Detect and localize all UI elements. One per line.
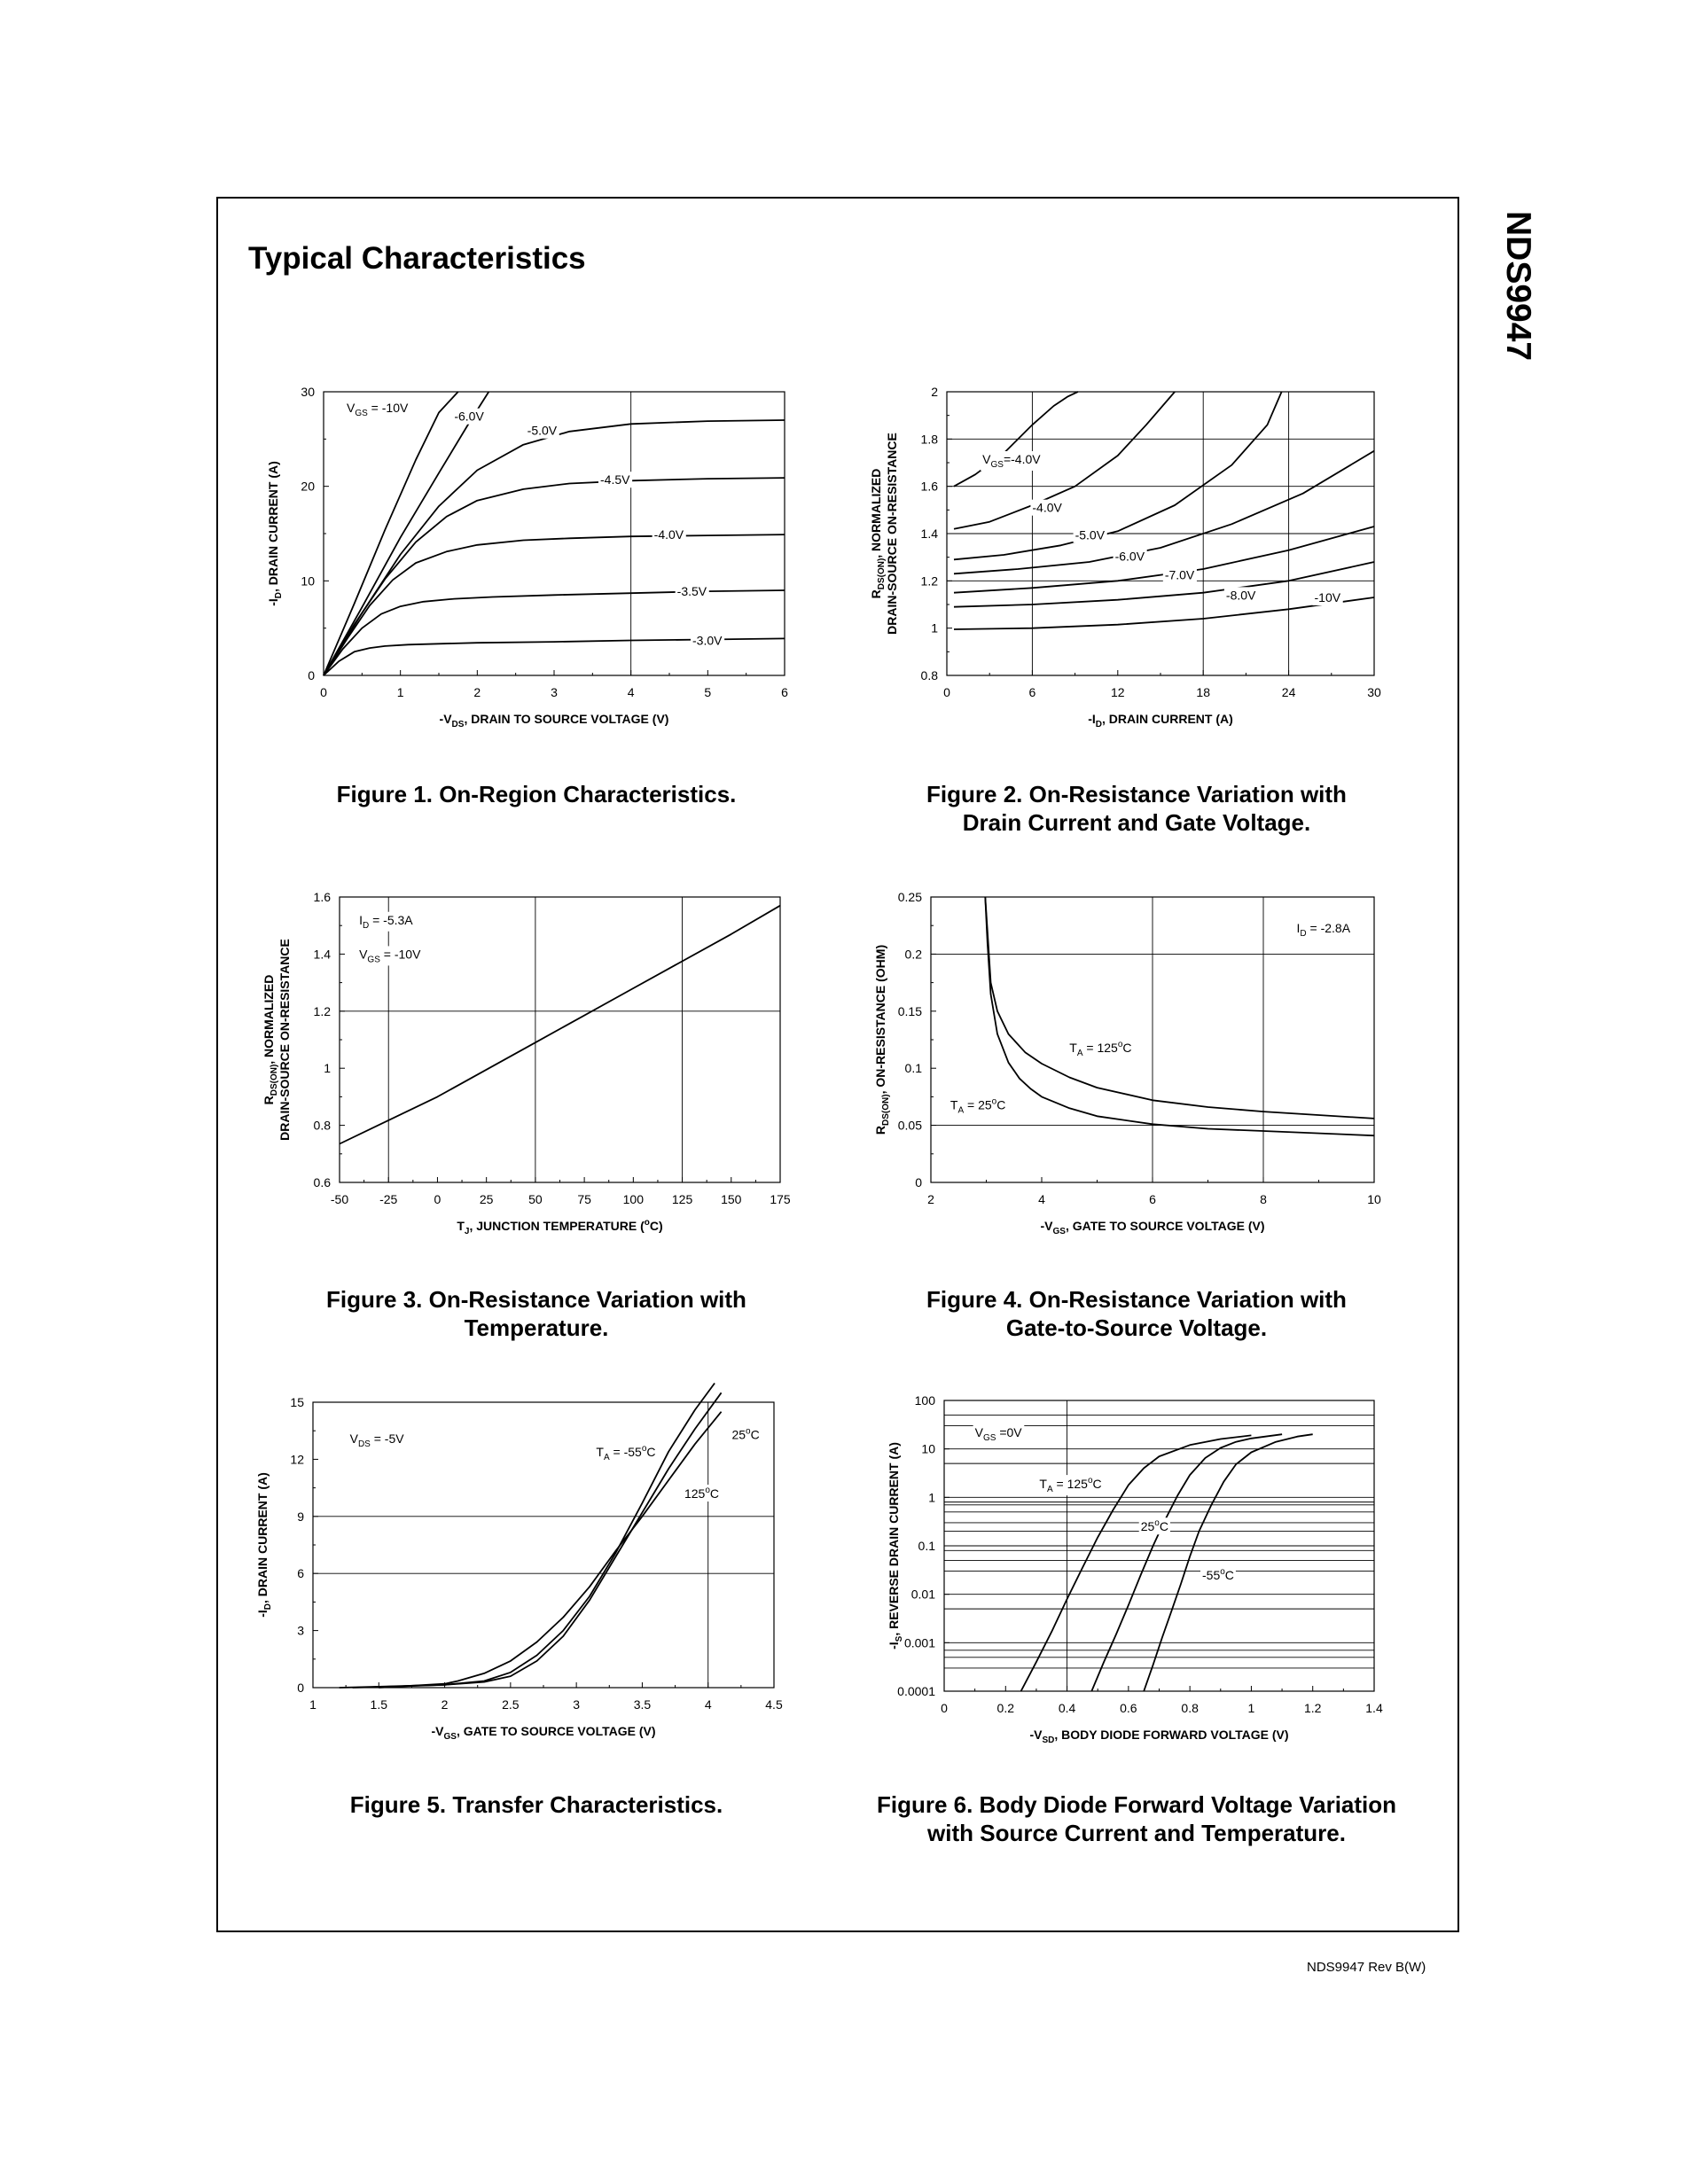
x-tick-label: 5 <box>704 685 712 699</box>
caption-line: Temperature. <box>464 1314 609 1341</box>
series-label: -10V <box>1314 590 1341 604</box>
x-axis-label: $T_J$, JUNCTION TEMPERATURE ($^o$C) <box>457 1218 663 1236</box>
y-axis-label: $R_{DS(ON)}$, NORMALIZED <box>262 974 279 1105</box>
series-label: -4.0V <box>653 527 684 542</box>
series-label: -4.5V <box>600 472 630 488</box>
x-tick-label: 6 <box>781 685 788 699</box>
series-line <box>353 1392 722 1688</box>
x-tick-label: 0 <box>943 685 950 699</box>
figure-4-caption <box>862 1285 1411 1342</box>
y-tick-label: 100 <box>914 1393 935 1408</box>
y-tick-label: 0.6 <box>313 1175 331 1190</box>
plot-frame <box>340 897 780 1182</box>
caption-line: Figure 2. On-Resistance Variation with <box>926 781 1347 807</box>
x-tick-label: 2 <box>473 685 481 699</box>
series-label: 25$^o$C <box>1140 1518 1168 1534</box>
series-label: $T_A = 125^oC$ <box>1069 1040 1132 1059</box>
y-axis-label: $R_{DS(ON)}$, ON-RESISTANCE (OHM) <box>873 944 891 1135</box>
y-tick-label: 0.1 <box>918 1539 935 1553</box>
x-tick-label: 6 <box>1028 685 1036 699</box>
y-tick-label: 1.2 <box>313 1003 331 1018</box>
y-tick-label: 0.01 <box>910 1587 935 1602</box>
y-axis-label: DRAIN-SOURCE ON-RESISTANCE <box>885 433 899 635</box>
y-tick-label: 0.1 <box>904 1061 922 1076</box>
y-axis-label: $-I_D$, DRAIN CURRENT (A) <box>255 1472 273 1618</box>
caption-line: Figure 4. On-Resistance Variation with <box>926 1286 1347 1313</box>
y-tick-label: 12 <box>290 1452 304 1467</box>
x-tick-label: 25 <box>479 1192 494 1206</box>
figure-3-chart <box>248 878 789 1250</box>
caption-line: Figure 1. On-Region Characteristics. <box>336 781 737 807</box>
y-axis-label: $-I_D$, DRAIN CURRENT (A) <box>266 461 284 606</box>
caption-line: Figure 6. Body Diode Forward Voltage Variation <box>876 1791 1397 1818</box>
x-tick-label: 12 <box>1111 685 1125 699</box>
y-tick-label: 2 <box>931 385 938 399</box>
series-label: $V_{GS} =0V$ <box>974 1424 1022 1443</box>
x-tick-label: 175 <box>770 1192 791 1206</box>
y-tick-label: 0 <box>297 1681 304 1695</box>
x-tick-label: 0.4 <box>1058 1701 1076 1715</box>
x-tick-label: 0 <box>941 1701 948 1715</box>
x-tick-label: 4 <box>704 1697 712 1712</box>
x-tick-label: 3 <box>551 685 558 699</box>
x-tick-label: 6 <box>1149 1192 1156 1206</box>
x-tick-label: 1 <box>396 685 404 699</box>
x-tick-label: 2.5 <box>502 1697 520 1712</box>
x-axis-label: $-V_{GS}$, GATE TO SOURCE VOLTAGE (V) <box>1040 1219 1265 1236</box>
y-tick-label: 1 <box>931 620 938 636</box>
series-label: $V_{DS} = -5V$ <box>349 1431 404 1449</box>
x-tick-label: 1 <box>1247 1701 1255 1715</box>
figure-5-caption <box>262 1790 811 1819</box>
y-tick-label: 0.8 <box>313 1118 331 1133</box>
series-line <box>1144 1434 1313 1691</box>
series-label: 125$^o$C <box>684 1486 720 1502</box>
series-label: -55$^o$C <box>1202 1566 1234 1582</box>
series-line <box>340 906 780 1144</box>
series-label: $I_D = -5.3A$ <box>359 912 413 931</box>
x-tick-label: 24 <box>1281 685 1296 699</box>
y-axis-label: $-I_S$, REVERSE DRAIN CURRENT (A) <box>887 1442 904 1650</box>
y-tick-label: 0 <box>308 668 315 682</box>
series-line <box>1091 1434 1282 1691</box>
y-tick-label: 15 <box>290 1395 304 1409</box>
x-tick-label: 3 <box>573 1697 581 1712</box>
figure-2-caption <box>862 780 1411 837</box>
part-number: NDS9947 <box>1499 211 1537 362</box>
series-label: $T_A = -55^oC$ <box>596 1443 656 1462</box>
y-tick-label: 1.8 <box>920 432 938 447</box>
y-tick-label: 20 <box>301 479 315 494</box>
x-axis-label: $-V_{DS}$, DRAIN TO SOURCE VOLTAGE (V) <box>439 712 669 729</box>
x-tick-label: 1 <box>309 1697 316 1712</box>
x-axis-label: $-I_D$, DRAIN CURRENT (A) <box>1088 712 1233 729</box>
y-tick-label: 1 <box>324 1061 331 1076</box>
series-line <box>324 534 785 675</box>
y-tick-label: 9 <box>297 1509 304 1524</box>
y-tick-label: 0.15 <box>897 1003 922 1018</box>
footer-revision: NDS9947 Rev B(W) <box>1307 1960 1426 1975</box>
x-axis-label: $-V_{SD}$, BODY DIODE FORWARD VOLTAGE (V) <box>1029 1728 1289 1745</box>
series-line <box>340 1384 715 1689</box>
y-tick-label: 1 <box>928 1490 935 1505</box>
y-axis-label: $R_{DS(ON)}$, NORMALIZED <box>869 468 887 599</box>
series-line <box>324 392 458 675</box>
x-tick-label: 2 <box>441 1697 449 1712</box>
y-tick-label: 1.6 <box>920 479 938 494</box>
y-tick-label: 0 <box>915 1175 922 1190</box>
x-tick-label: 75 <box>577 1192 591 1206</box>
x-tick-label: 0.6 <box>1120 1701 1137 1715</box>
series-label: -8.0V <box>1225 588 1256 603</box>
y-tick-label: 10 <box>301 573 315 589</box>
series-label: $I_D = -2.8A$ <box>1296 920 1351 939</box>
figure-1-chart <box>248 372 789 745</box>
series-label: $V_{GS}=-4.0V$ <box>982 452 1041 470</box>
y-tick-label: 0.05 <box>897 1118 922 1133</box>
series-label: -5.0V <box>527 423 558 438</box>
series-label: -7.0V <box>1164 567 1195 582</box>
caption-line: Figure 3. On-Resistance Variation with <box>326 1286 746 1313</box>
y-tick-label: 0.25 <box>897 890 922 904</box>
y-tick-label: 1.4 <box>313 947 331 962</box>
series-label: -6.0V <box>1114 549 1145 564</box>
caption-line: with Source Current and Temperature. <box>927 1820 1346 1846</box>
series-line <box>1021 1435 1252 1691</box>
figure-6-caption <box>844 1790 1429 1847</box>
series-label: $V_{GS} = -10V$ <box>359 947 421 965</box>
series-label: -3.0V <box>692 633 723 648</box>
y-tick-label: 10 <box>921 1441 935 1456</box>
x-tick-label: 4.5 <box>765 1697 783 1712</box>
x-tick-label: 0 <box>320 685 327 699</box>
y-tick-label: 1.4 <box>920 526 938 541</box>
x-tick-label: -50 <box>330 1192 349 1206</box>
y-tick-label: 6 <box>297 1566 304 1581</box>
y-tick-label: 0.001 <box>903 1635 935 1650</box>
x-tick-label: 30 <box>1367 685 1381 699</box>
figure-1-caption <box>262 780 811 808</box>
figure-2-chart <box>842 372 1383 745</box>
x-tick-label: 4 <box>1038 1192 1045 1206</box>
series-label: -3.5V <box>676 584 707 599</box>
caption-line: Figure 5. Transfer Characteristics. <box>349 1791 723 1818</box>
x-axis-label: $-V_{GS}$, GATE TO SOURCE VOLTAGE (V) <box>431 1724 656 1742</box>
x-tick-label: 50 <box>528 1192 543 1206</box>
series-line <box>379 1412 721 1688</box>
y-tick-label: 3 <box>297 1623 304 1638</box>
x-tick-label: 0.8 <box>1181 1701 1199 1715</box>
series-label: -6.0V <box>454 409 484 424</box>
x-tick-label: 18 <box>1196 685 1210 699</box>
series-label: $V_{GS} = -10V$ <box>347 401 409 419</box>
x-tick-label: 1.4 <box>1365 1701 1383 1715</box>
x-tick-label: 1.5 <box>370 1697 388 1712</box>
figure-6-chart <box>842 1383 1383 1755</box>
figure-3-caption <box>262 1285 811 1342</box>
x-tick-label: 8 <box>1260 1192 1267 1206</box>
series-label: -5.0V <box>1075 527 1106 542</box>
series-label: -4.0V <box>1032 500 1062 515</box>
x-tick-label: 2 <box>927 1192 934 1206</box>
x-tick-label: 10 <box>1367 1192 1381 1206</box>
y-tick-label: 30 <box>301 385 315 399</box>
series-line <box>954 597 1374 629</box>
y-tick-label: 0.8 <box>920 668 938 682</box>
y-tick-label: 0.0001 <box>897 1684 935 1698</box>
page-title: Typical Characteristics <box>248 241 586 276</box>
figure-4-chart <box>842 878 1383 1250</box>
series-label: 25$^o$C <box>731 1426 760 1442</box>
y-axis-label: DRAIN-SOURCE ON-RESISTANCE <box>277 939 292 1141</box>
series-label: $T_A = 125^oC$ <box>1039 1476 1102 1495</box>
x-tick-label: -25 <box>379 1192 398 1206</box>
y-tick-label: 0.2 <box>904 947 922 962</box>
x-tick-label: 1.2 <box>1303 1701 1322 1715</box>
series-line <box>954 392 1282 559</box>
caption-line: Drain Current and Gate Voltage. <box>962 809 1311 836</box>
x-tick-label: 0.2 <box>996 1701 1015 1715</box>
x-tick-label: 4 <box>627 685 635 699</box>
y-tick-label: 1.6 <box>313 890 331 904</box>
series-label: $T_A = 25^oC$ <box>950 1096 1006 1116</box>
x-tick-label: 0 <box>434 1192 442 1206</box>
x-tick-label: 125 <box>671 1192 693 1206</box>
x-tick-label: 150 <box>721 1192 742 1206</box>
figure-5-chart <box>248 1383 789 1755</box>
x-tick-label: 3.5 <box>633 1697 652 1712</box>
y-tick-label: 1.2 <box>920 573 938 589</box>
caption-line: Gate-to-Source Voltage. <box>1005 1314 1268 1341</box>
x-tick-label: 100 <box>622 1192 645 1206</box>
